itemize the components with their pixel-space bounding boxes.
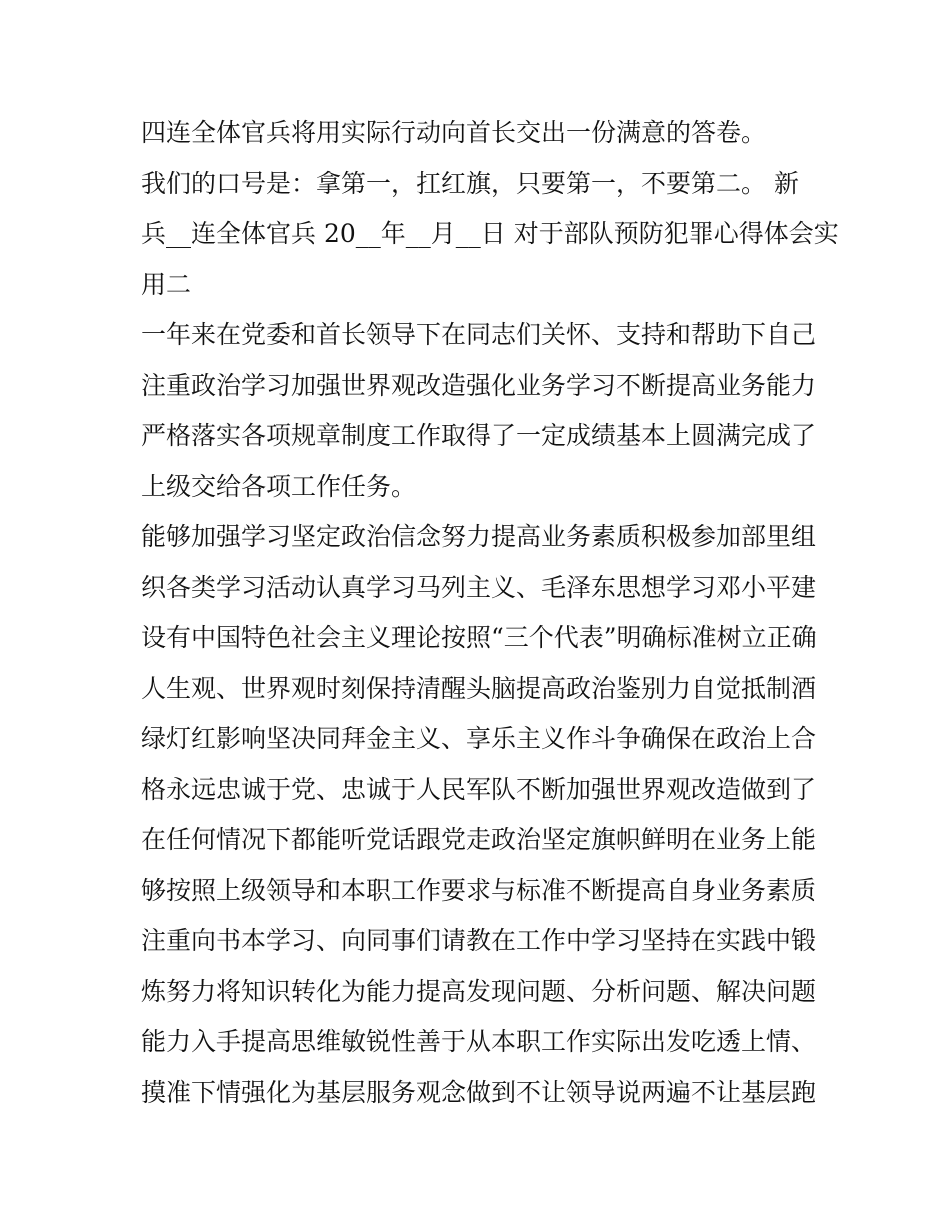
text-line-11: 设有中国特色社会主义理论按照“三个代表”明确标准树立正确	[141, 623, 817, 652]
text-line-1: 四连全体官兵将用实际行动向首长交出一份满意的答卷。	[141, 118, 767, 147]
text-line-14: 格永远忠诚于党、忠诚于人民军队不断加强世界观改造做到了	[141, 774, 817, 804]
text-line-12: 人生观、世界观时刻保持清醒头脑提高政治鉴别力自觉抵制酒	[141, 673, 817, 703]
text-line-6: 注重政治学习加强世界观改造强化业务学习不断提高业务能力	[141, 370, 817, 400]
text-line-19: 能力入手提高思维敏锐性善于从本职工作实际出发吃透上情、	[141, 1027, 817, 1056]
text-line-9: 能够加强学习坚定政治信念努力提高业务素质积极参加部里组	[141, 522, 817, 551]
text-line-7: 严格落实各项规章制度工作取得了一定成绩基本上圆满完成了	[141, 421, 817, 450]
text-line-10: 织各类学习活动认真学习马列主义、毛泽东思想学习邓小平建	[141, 572, 817, 602]
document-body	[141, 108, 839, 1118]
text-line-2: 我们的口号是：拿第一，扛红旗，只要第一，不要第二。 新	[141, 168, 799, 198]
text-line-16: 够按照上级领导和本职工作要求与标准不断提高自身业务素质	[141, 875, 817, 905]
text-line-4: 用二	[141, 269, 192, 299]
text-line-3: 兵__连全体官兵 20__年__月__日 对于部队预防犯罪心得体会实	[141, 219, 839, 248]
text-line-17: 注重向书本学习、向同事们请教在工作中学习坚持在实践中锻	[141, 926, 817, 955]
text-line-5: 一年来在党委和首长领导下在同志们关怀、支持和帮助下自己	[141, 320, 817, 349]
text-line-18: 炼努力将知识转化为能力提高发现问题、分析问题、解决问题	[141, 976, 817, 1006]
text-line-13: 绿灯红影响坚决同拜金主义、享乐主义作斗争确保在政治上合	[141, 724, 817, 753]
text-line-8: 上级交给各项工作任务。	[141, 471, 417, 501]
text-line-20: 摸准下情强化为基层服务观念做到不让领导说两遍不让基层跑	[141, 1077, 817, 1107]
text-line-15: 在任何情况下都能听党话跟党走政治坚定旗帜鲜明在业务上能	[141, 825, 817, 854]
